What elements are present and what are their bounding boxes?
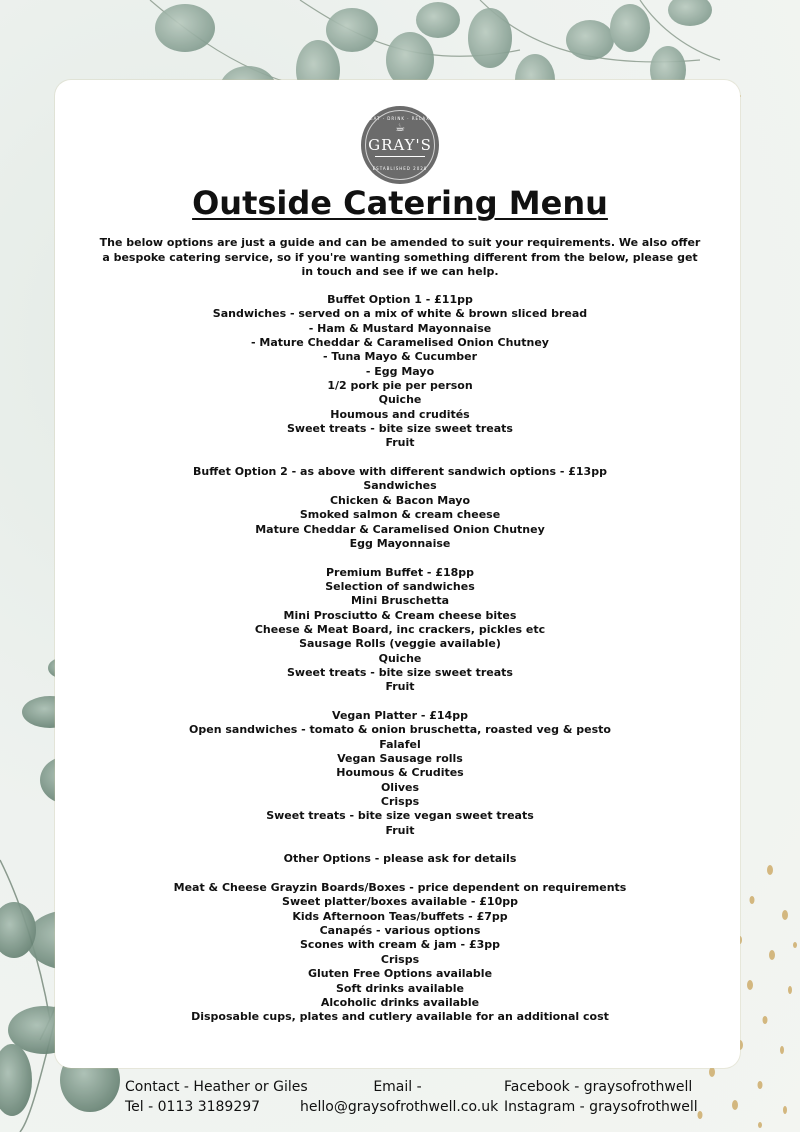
menu-item: Houmous & Crudites	[336, 766, 464, 780]
footer-contact	[125, 1077, 308, 1117]
menu-item: Quiche	[378, 651, 422, 665]
section-gap	[60, 867, 740, 881]
menu-item: - Mature Cheddar & Caramelised Onion Chutney	[251, 336, 549, 350]
brand-logo	[361, 106, 439, 184]
page-title: Outside Catering Menu	[192, 184, 608, 222]
logo-established: ESTABLISHED 2020	[372, 166, 428, 171]
menu-item: - Tuna Mayo & Cucumber	[322, 350, 478, 364]
menu-item: Olives	[380, 780, 420, 794]
menu-item: Canapés - various options	[319, 924, 481, 938]
email-label: Email -	[373, 1079, 422, 1095]
menu-item: Open sandwiches - tomato & onion bruschetta, roasted veg & pesto	[189, 723, 611, 737]
section-heading: Vegan Platter - £14pp	[332, 708, 468, 722]
menu-item: Alcoholic drinks available	[320, 995, 480, 1009]
section-heading: Premium Buffet - £18pp	[325, 565, 475, 579]
menu-item: - Ham & Mustard Mayonnaise	[308, 321, 492, 335]
menu-item: Sweet treats - bite size sweet treats	[287, 665, 513, 679]
menu-item: Fruit	[385, 680, 415, 694]
menu-item: Soft drinks available	[335, 981, 465, 995]
section-heading: Buffet Option 2 - as above with different sandwich options - £13pp	[193, 465, 607, 479]
section-gap	[60, 695, 740, 709]
menu-item: Sausage Rolls (veggie available)	[299, 637, 501, 651]
instagram-link[interactable]: Instagram - graysofrothwell	[504, 1099, 698, 1115]
section-heading: Other Options - please ask for details	[283, 852, 517, 866]
intro-text: The below options are just a guide and can be amended to suit your requirements. We also offer a bespoke catering service, so if you're wanting something different from the below, please get in touch and see if we can help.	[99, 236, 701, 278]
menu-item: Mini Bruschetta	[350, 594, 450, 608]
section-gap	[60, 838, 740, 852]
menu-item: Egg Mayonnaise	[349, 536, 451, 550]
contact-name: Contact - Heather or Giles	[125, 1079, 308, 1095]
contact-phone[interactable]: Tel - 0113 3189297	[125, 1099, 261, 1115]
menu-item: Sandwiches	[363, 479, 437, 493]
menu-item: Sweet treats - bite size vegan sweet treats	[266, 809, 534, 823]
menu-item: Chicken & Bacon Mayo	[329, 493, 471, 507]
menu-item: - Egg Mayo	[365, 364, 435, 378]
logo-name: GRAY'S	[368, 136, 432, 154]
email-link[interactable]: hello@graysofrothwell.co.uk	[300, 1099, 499, 1115]
menu-item: Mature Cheddar & Caramelised Onion Chutney	[255, 522, 545, 536]
section-heading: Meat & Cheese Grayzin Boards/Boxes - price dependent on requirements	[173, 881, 627, 895]
section-gap	[60, 451, 740, 465]
menu-item: Gluten Free Options available	[307, 967, 493, 981]
menu-item: Crisps	[380, 952, 420, 966]
section-heading: Buffet Option 1 - £11pp	[327, 293, 473, 306]
menu-item: Kids Afternoon Teas/buffets - £7pp	[292, 909, 508, 923]
footer-email	[300, 1077, 499, 1117]
menu-item: Houmous and crudités	[330, 407, 470, 421]
menu-item: Sweet treats - bite size sweet treats	[287, 422, 513, 436]
menu-item: Scones with cream & jam - £3pp	[300, 938, 500, 952]
menu-item: 1/2 pork pie per person	[327, 379, 473, 393]
facebook-link[interactable]: Facebook - graysofrothwell	[504, 1079, 693, 1095]
coffee-cup-icon: ☕	[395, 121, 405, 134]
menu-item: Mini Prosciutto & Cream cheese bites	[283, 608, 517, 622]
menu-item: Sandwiches - served on a mix of white & brown sliced bread	[212, 307, 588, 321]
menu-item: Sweet platter/boxes available - £10pp	[282, 895, 518, 909]
menu-item: Disposable cups, plates and cutlery available for an additional cost	[191, 1010, 609, 1024]
menu-item: Fruit	[385, 436, 415, 450]
logo-tagline: EAT · DRINK · RELAX	[370, 116, 430, 121]
menu-item: Crisps	[380, 795, 420, 809]
footer-social	[504, 1077, 698, 1117]
menu-item: Fruit	[385, 823, 415, 837]
menu-item: Cheese & Meat Board, inc crackers, pickles etc	[254, 622, 546, 636]
menu-item: Smoked salmon & cream cheese	[299, 508, 501, 522]
menu-item: Vegan Sausage rolls	[337, 752, 463, 765]
menu-item: Quiche	[378, 393, 422, 407]
section-gap	[60, 551, 740, 565]
menu-item: Selection of sandwiches	[325, 579, 475, 593]
logo-divider	[375, 156, 425, 157]
menu-item: Falafel	[379, 737, 421, 751]
menu-list	[60, 293, 740, 1025]
